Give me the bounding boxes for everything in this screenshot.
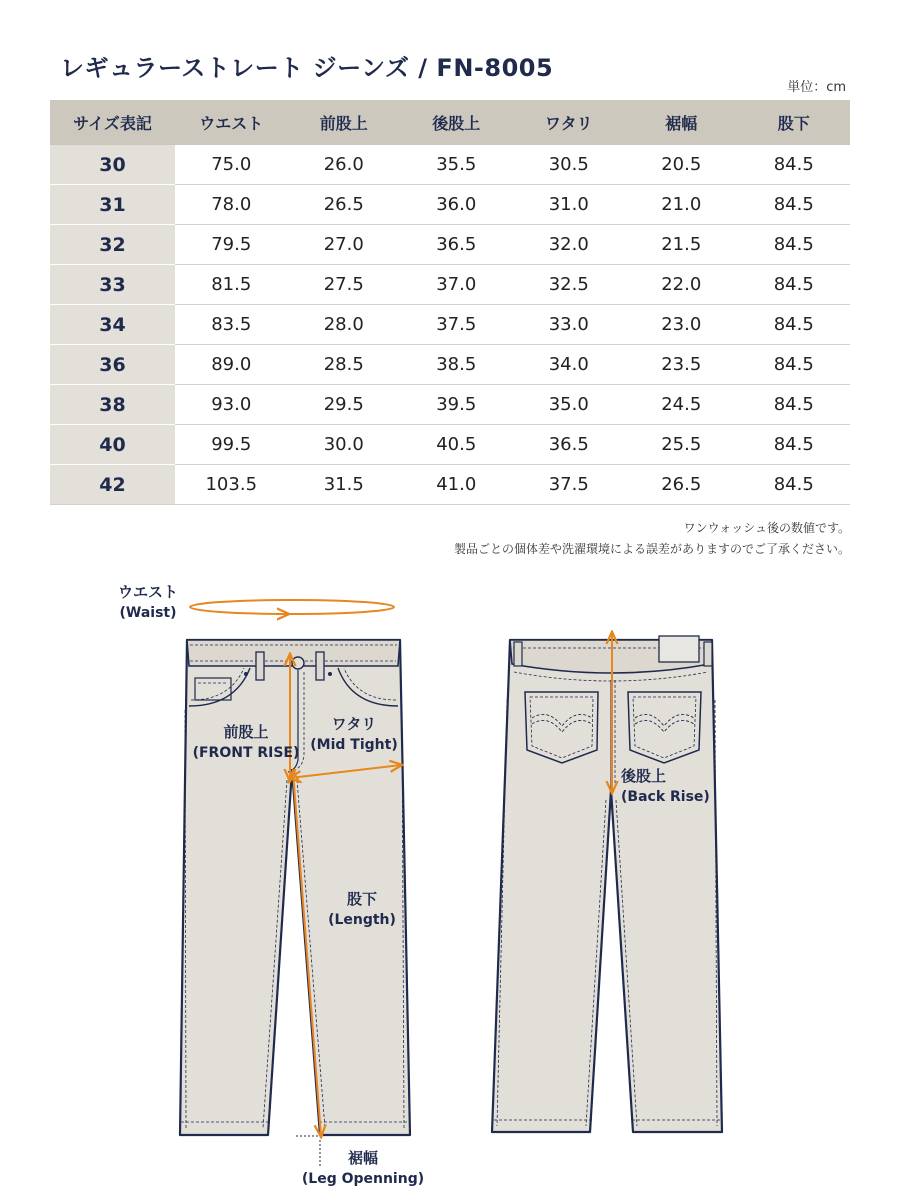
- length-label-jp: 股下: [346, 890, 377, 908]
- leg-opening-label-en: (Leg Openning): [301, 1171, 425, 1187]
- table-cell: 84.5: [738, 145, 851, 185]
- table-cell: 27.5: [288, 265, 401, 305]
- table-cell: 30.0: [288, 425, 401, 465]
- table-cell: 37.0: [400, 265, 513, 305]
- header-leg-opening: 裾幅: [625, 100, 738, 145]
- table-cell: 23.0: [625, 305, 738, 345]
- length-label-en: (Length): [328, 912, 396, 928]
- table-cell: 75.0: [175, 145, 288, 185]
- table-cell: 26.5: [288, 185, 401, 225]
- unit-label: 単位：cm: [787, 80, 846, 95]
- header-waist: ウエスト: [175, 100, 288, 145]
- table-cell: 32.5: [513, 265, 626, 305]
- table-cell: 36.5: [513, 425, 626, 465]
- table-cell: 84.5: [738, 345, 851, 385]
- table-cell: 28.0: [288, 305, 401, 345]
- table-row: [50, 425, 850, 465]
- table-cell: 21.0: [625, 185, 738, 225]
- table-cell: 20.5: [625, 145, 738, 185]
- table-cell: 25.5: [625, 425, 738, 465]
- table-row: [50, 345, 850, 385]
- table-row: [50, 145, 850, 185]
- size-cell: 34: [50, 305, 175, 345]
- table-row: [50, 225, 850, 265]
- front-rise-label-jp: 前股上: [223, 723, 269, 741]
- table-row: [50, 465, 850, 505]
- table-cell: 84.5: [738, 225, 851, 265]
- mid-tight-label-jp: ワタリ: [331, 715, 377, 733]
- table-cell: 78.0: [175, 185, 288, 225]
- table-cell: 34.0: [513, 345, 626, 385]
- size-cell: 32: [50, 225, 175, 265]
- table-cell: 89.0: [175, 345, 288, 385]
- size-cell: 36: [50, 345, 175, 385]
- table-cell: 31.5: [288, 465, 401, 505]
- table-cell: 36.5: [400, 225, 513, 265]
- table-cell: 23.5: [625, 345, 738, 385]
- header-length: 股下: [738, 100, 851, 145]
- size-cell: 42: [50, 465, 175, 505]
- table-cell: 81.5: [175, 265, 288, 305]
- table-cell: 21.5: [625, 225, 738, 265]
- table-cell: 40.5: [400, 425, 513, 465]
- table-cell: 37.5: [400, 305, 513, 345]
- table-cell: 38.5: [400, 345, 513, 385]
- size-cell: 33: [50, 265, 175, 305]
- table-cell: 27.0: [288, 225, 401, 265]
- table-cell: 84.5: [738, 185, 851, 225]
- header-back-rise: 後股上: [400, 100, 513, 145]
- table-cell: 32.0: [513, 225, 626, 265]
- table-header-row: [50, 100, 850, 145]
- waist-label-en: (Waist): [119, 605, 177, 621]
- table-cell: 22.0: [625, 265, 738, 305]
- header-front-rise: 前股上: [288, 100, 401, 145]
- table-row: [50, 185, 850, 225]
- table-cell: 84.5: [738, 265, 851, 305]
- note-wash: ワンウォッシュ後の数値です。: [683, 521, 850, 535]
- table-cell: 93.0: [175, 385, 288, 425]
- table-cell: 84.5: [738, 305, 851, 345]
- table-cell: 26.5: [625, 465, 738, 505]
- table-cell: 99.5: [175, 425, 288, 465]
- table-row: [50, 385, 850, 425]
- table-cell: 41.0: [400, 465, 513, 505]
- front-rise-label-en: (FRONT RISE): [192, 745, 300, 761]
- size-cell: 38: [50, 385, 175, 425]
- table-cell: 26.0: [288, 145, 401, 185]
- table-cell: 37.5: [513, 465, 626, 505]
- table-cell: 84.5: [738, 425, 851, 465]
- mid-tight-label-en: (Mid Tight): [310, 737, 398, 753]
- size-cell: 40: [50, 425, 175, 465]
- note-variance: 製品ごとの個体差や洗濯環境による誤差がありますのでご了承ください。: [453, 542, 850, 556]
- leg-opening-label-jp: 裾幅: [347, 1149, 378, 1167]
- jeans-back-illustration: [492, 636, 722, 1132]
- table-cell: 24.5: [625, 385, 738, 425]
- waist-measure-line: [190, 600, 394, 614]
- leg-opening-label: [300, 1148, 426, 1190]
- table-cell: 33.0: [513, 305, 626, 345]
- table-cell: 39.5: [400, 385, 513, 425]
- front-rise-label: [166, 722, 326, 764]
- table-cell: 84.5: [738, 465, 851, 505]
- table-cell: 79.5: [175, 225, 288, 265]
- table-cell: 35.5: [400, 145, 513, 185]
- table-cell: 83.5: [175, 305, 288, 345]
- table-cell: 28.5: [288, 345, 401, 385]
- length-label: [325, 889, 399, 931]
- waist-label: [100, 582, 196, 624]
- jeans-measurement-diagram: [0, 560, 900, 1200]
- page-title: レギュラーストレート ジーンズ / FN-8005: [60, 54, 554, 82]
- header-size: サイズ表記: [50, 100, 175, 145]
- table-cell: 35.0: [513, 385, 626, 425]
- size-cell: 30: [50, 145, 175, 185]
- table-cell: 36.0: [400, 185, 513, 225]
- table-cell: 30.5: [513, 145, 626, 185]
- back-rise-label: [621, 766, 711, 808]
- size-cell: 31: [50, 185, 175, 225]
- mid-tight-label: [305, 714, 403, 756]
- table-cell: 103.5: [175, 465, 288, 505]
- table-cell: 31.0: [513, 185, 626, 225]
- table-row: [50, 265, 850, 305]
- back-rise-label-en: (Back Rise): [621, 789, 710, 805]
- size-table: [50, 100, 850, 505]
- table-row: [50, 305, 850, 345]
- header-mid-tight: ワタリ: [513, 100, 626, 145]
- table-cell: 29.5: [288, 385, 401, 425]
- waist-label-jp: ウエスト: [117, 583, 178, 601]
- back-rise-label-jp: 後股上: [621, 767, 667, 785]
- table-cell: 84.5: [738, 385, 851, 425]
